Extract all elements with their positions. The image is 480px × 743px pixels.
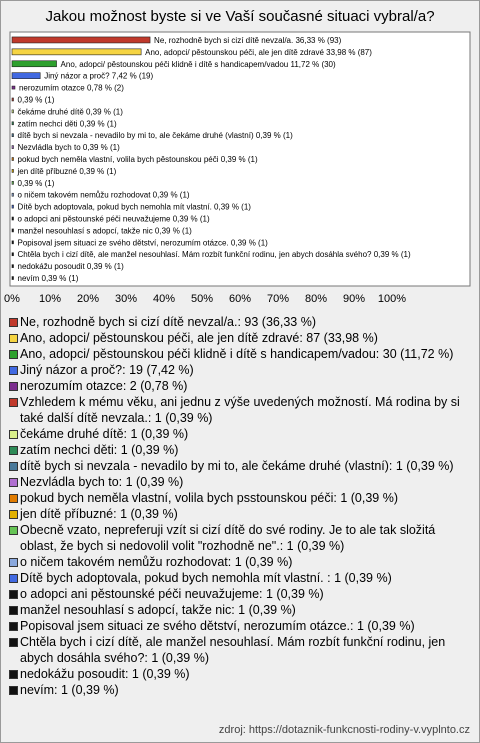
bar-label: pokud bych neměla vlastní, volila bych pěstounskou péči 0,39 % (1) — [17, 155, 258, 164]
bar-label: nevím 0,39 % (1) — [17, 274, 79, 284]
legend-swatch — [9, 526, 18, 535]
bar-label: o ničem takovém nemůžu rozhodovat 0,39 % (1) — [17, 190, 190, 200]
legend-swatch — [9, 558, 18, 567]
x-tick-label: 70% — [266, 293, 290, 305]
bar — [12, 110, 14, 113]
legend-item — [8, 330, 474, 346]
legend-item — [8, 618, 474, 634]
legend-item — [8, 554, 474, 570]
legend-swatch — [9, 350, 18, 359]
bar-label: jen dítě příbuzné 0,39 % (1) — [17, 166, 117, 176]
legend-item — [8, 506, 474, 522]
legend-label: o ničem takovém nemůžu rozhodovat: 1 (0,39 %) — [20, 555, 293, 569]
legend-label: Chtěla bych i cizí dítě, ale manžel nesouhlasí. Mám rozbít funkční rodinu, jen abych dosáhla svého?: 1 (0,39 %) — [20, 635, 446, 665]
legend-label: Jiný názor a proč?: 19 (7,42 %) — [20, 363, 194, 377]
bar-chart — [0, 28, 480, 314]
legend-item — [8, 666, 474, 682]
legend-swatch — [9, 382, 18, 391]
x-tick-label: 20% — [76, 293, 100, 305]
bar-label: Ano, adopci/ pěstounskou péči, ale jen dítě zdravé 33,98 % (87) — [145, 47, 372, 57]
x-tick-label: 0% — [4, 293, 20, 305]
bar-label: dítě bych si nevzala - nevadilo by mi to, ale čekáme druhé (vlastní) 0,39 % (1) — [17, 131, 293, 141]
legend-label: čekáme druhé dítě: 1 (0,39 %) — [20, 427, 189, 441]
legend-swatch — [9, 686, 18, 695]
legend-swatch — [9, 606, 18, 615]
x-tick-label: 100% — [377, 293, 407, 305]
x-tick-label: 10% — [38, 293, 62, 305]
legend-item — [8, 586, 474, 602]
x-tick-label: 90% — [342, 293, 366, 305]
bar — [12, 86, 15, 89]
bar — [12, 158, 14, 161]
legend-item — [8, 442, 474, 458]
legend-swatch — [9, 670, 18, 679]
legend-label: Dítě bych adoptovala, pokud bych nemohla mít vlastní. : 1 (0,39 %) — [20, 571, 392, 585]
legend-label: Popisoval jsem situaci ze svého dětství, nerozumím otázce.: 1 (0,39 %) — [20, 619, 415, 633]
legend-swatch — [9, 590, 18, 599]
legend-label: Vzhledem k mému věku, ani jednu z výše uvedených možností. Má rodina by si také další dítě nevzala.: 1 (0,39 %) — [20, 395, 460, 425]
bar — [12, 229, 14, 232]
legend-item — [8, 522, 474, 554]
bar-label: manžel nesouhlasí s adopcí, takže nic 0,39 % (1) — [17, 226, 192, 236]
legend-item — [8, 490, 474, 506]
bar — [12, 146, 14, 149]
legend-swatch — [9, 430, 18, 439]
legend-item — [8, 346, 474, 362]
bar — [12, 73, 40, 79]
chart-title: Jakou možnost byste si ve Vaší současné situaci vybral/a? — [45, 8, 435, 25]
legend-item — [8, 426, 474, 442]
bar — [12, 98, 14, 101]
bar-label: Ano, adopci/ pěstounskou péči klidně i dítě s handicapem/vadou 11,72 % (30) — [60, 59, 336, 69]
legend-item — [8, 378, 474, 394]
legend-label: Obecně vzato, nepreferuji vzít si cizí dítě do své rodiny. Je to ale tak složitá oblast, že bych si nedovolil volit "rozhodně ne".: 1 (0,39 %) — [20, 523, 436, 553]
bar — [12, 169, 14, 172]
bar-label: o adopci ani pěstounské péči neuvažujeme 0,39 % (1) — [17, 214, 210, 224]
legend-swatch — [9, 638, 18, 647]
x-tick-label: 50% — [190, 293, 214, 305]
x-tick-label: 30% — [114, 293, 138, 305]
legend-label: pokud bych neměla vlastní, volila bych psstounskou péči: 1 (0,39 %) — [20, 491, 398, 505]
legend-label: jen dítě příbuzné: 1 (0,39 %) — [20, 507, 178, 521]
bar — [12, 265, 14, 268]
legend-item — [8, 314, 474, 330]
legend-swatch — [9, 510, 18, 519]
legend-item — [8, 362, 474, 378]
legend-swatch — [9, 318, 18, 327]
legend-label: zatím nechci děti: 1 (0,39 %) — [20, 443, 179, 457]
bar — [12, 49, 141, 55]
bar — [12, 134, 14, 137]
legend-label: dítě bych si nevzala - nevadilo by mi to, ale čekáme druhé (vlastní): 1 (0,39 %) — [20, 459, 454, 473]
bar-label: zatím nechci děti 0,39 % (1) — [17, 119, 117, 129]
bar — [12, 193, 14, 196]
bar-label: 0,39 % (1) — [17, 178, 55, 188]
legend-label: nerozumím otazce: 2 (0,78 %) — [20, 379, 188, 393]
bar-label: Dítě bych adoptovala, pokud bych nemohla mít vlastní. 0,39 % (1) — [17, 202, 251, 212]
chart-legend — [8, 314, 474, 698]
bar — [12, 181, 14, 184]
legend-swatch — [9, 494, 18, 503]
bar-label: nedokážu posoudit 0,39 % (1) — [17, 262, 124, 272]
bar-label: Popisoval jsem situaci ze svého dětství, nerozumím otázce. 0,39 % (1) — [17, 238, 268, 248]
legend-item — [8, 634, 474, 666]
legend-label: Ano, adopci/ pěstounskou péči klidně i dítě s handicapem/vadou: 30 (11,72 %) — [20, 347, 454, 361]
legend-swatch — [9, 446, 18, 455]
legend-swatch — [9, 334, 18, 343]
legend-label: o adopci ani pěstounské péči neuvažujeme: 1 (0,39 %) — [20, 587, 324, 601]
bar-label: čekáme druhé dítě 0,39 % (1) — [17, 107, 123, 117]
source-note: zdroj: https://dotaznik-funkcnosti-rodiny-v.vyplnto.cz — [218, 724, 470, 736]
legend-item — [8, 570, 474, 586]
legend-swatch — [9, 366, 18, 375]
legend-item — [8, 394, 474, 426]
bar-label: Nezvládla bych to 0,39 % (1) — [17, 143, 120, 153]
legend-label: nevím: 1 (0,39 %) — [20, 683, 119, 697]
bar-label: Chtěla bych i cizí dítě, ale manžel nesouhlasí. Mám rozbít funkční rodinu, jen abych dosáhla svého? 0,39 % (1) — [17, 250, 411, 260]
x-tick-label: 60% — [228, 293, 252, 305]
legend-swatch — [9, 398, 18, 407]
bar — [12, 61, 57, 67]
bar — [12, 277, 14, 280]
bar — [12, 205, 14, 208]
legend-label: nedokážu posoudit: 1 (0,39 %) — [20, 667, 190, 681]
bar-label: Ne, rozhodně bych si cizí dítě nevzal/a. 36,33 % (93) — [154, 35, 342, 45]
legend-item — [8, 682, 474, 698]
legend-label: Nezvládla bych to: 1 (0,39 %) — [20, 475, 184, 489]
bar — [12, 37, 150, 43]
bar — [12, 122, 14, 125]
legend-swatch — [9, 478, 18, 487]
bar-label: 0,39 % (1) — [17, 95, 55, 105]
bar — [12, 217, 14, 220]
legend-item — [8, 474, 474, 490]
legend-swatch — [9, 462, 18, 471]
legend-swatch — [9, 574, 18, 583]
x-tick-label: 40% — [152, 293, 176, 305]
legend-item — [8, 458, 474, 474]
legend-label: manžel nesouhlasí s adopcí, takže nic: 1 (0,39 %) — [20, 603, 296, 617]
bar — [12, 241, 14, 244]
x-tick-label: 80% — [304, 293, 328, 305]
legend-item — [8, 602, 474, 618]
legend-label: Ne, rozhodně bych si cizí dítě nevzal/a.: 93 (36,33 %) — [20, 315, 316, 329]
bar — [12, 253, 14, 256]
legend-swatch — [9, 622, 18, 631]
bar-label: nerozumím otazce 0,78 % (2) — [18, 83, 124, 93]
legend-label: Ano, adopci/ pěstounskou péči, ale jen dítě zdravé: 87 (33,98 %) — [20, 331, 378, 345]
bar-label: Jiný názor a proč? 7,42 % (19) — [44, 71, 154, 81]
